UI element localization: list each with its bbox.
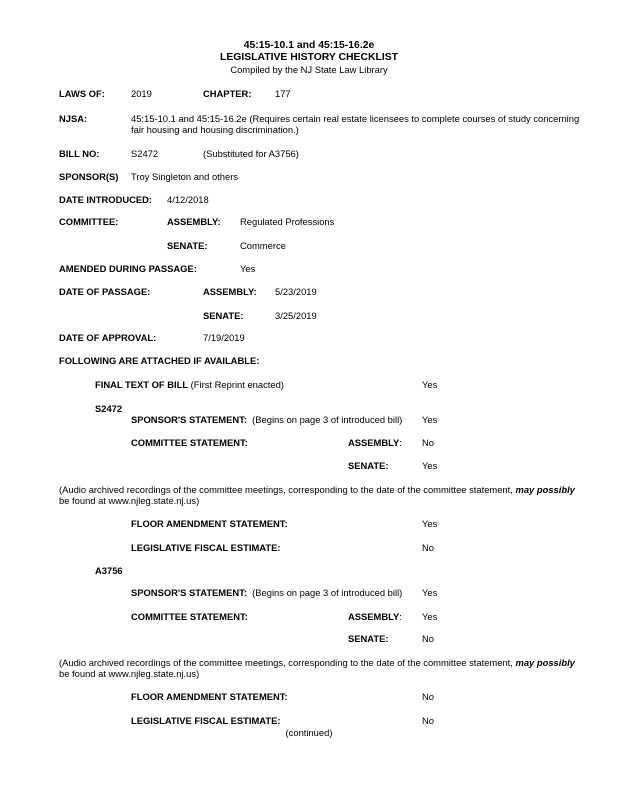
continued-footer: (continued)	[285, 727, 333, 738]
s2472-committee-senate-value: Yes	[422, 460, 438, 471]
committee-senate-value: Commerce	[240, 240, 286, 251]
sponsor-value: Troy Singleton and others	[131, 171, 239, 182]
passage-assembly-date: 5/23/2019	[275, 286, 317, 297]
checklist-heading: LEGISLATIVE HISTORY CHECKLIST	[219, 52, 398, 63]
s2472-floor-value: Yes	[422, 518, 438, 529]
a3756-committee-assembly-colon: :	[399, 611, 402, 622]
bill-no-label: BILL NO:	[59, 148, 100, 159]
a3756-committee-assembly-row	[348, 611, 402, 622]
a3756-heading: A3756	[95, 565, 123, 576]
s2472-heading: S2472	[95, 403, 123, 414]
final-text-label: FINAL TEXT OF BILL	[95, 379, 189, 390]
a3756-sponsor-note: (Begins on page 3 of introduced bill)	[252, 587, 403, 598]
compiled-by: Compiled by the NJ State Law Library	[230, 64, 388, 75]
date-introduced-label: DATE INTRODUCED:	[59, 194, 153, 205]
committee-senate-label: SENATE:	[167, 240, 208, 251]
s2472-sponsor-value: Yes	[422, 414, 438, 425]
final-text-note: (First Reprint enacted)	[190, 379, 284, 390]
final-text-row	[95, 379, 284, 390]
amended-value: Yes	[240, 263, 256, 274]
substituted-note: (Substituted for A3756)	[203, 148, 299, 159]
audio-note-2-emphasis: may possibly	[515, 657, 575, 668]
date-introduced-value: 4/12/2018	[167, 194, 209, 205]
njsa-label: NJSA:	[59, 113, 88, 124]
audio-note-text: (Audio archived recordings of the committee meetings, corresponding to the date of the committee statement,	[59, 484, 516, 495]
a3756-committee-assembly-label: ASSEMBLY	[348, 611, 400, 622]
date-of-passage-label: DATE OF PASSAGE:	[59, 286, 151, 297]
attached-heading: FOLLOWING ARE ATTACHED IF AVAILABLE:	[59, 355, 260, 366]
a3756-committee-assembly-value: Yes	[422, 611, 438, 622]
s2472-sponsor-row	[131, 414, 402, 425]
s2472-committee-senate-label: SENATE:	[348, 460, 389, 471]
page-title: 45:15-10.1 and 45:15-16.2e	[243, 40, 375, 51]
s2472-floor-label: FLOOR AMENDMENT STATEMENT:	[131, 518, 288, 529]
s2472-fiscal-label: LEGISLATIVE FISCAL ESTIMATE:	[131, 542, 281, 553]
audio-note-line-1	[59, 484, 575, 495]
chapter-label: CHAPTER:	[203, 88, 252, 99]
njsa-line-1: 45:15-10.1 and 45:15-16.2e (Requires certain real estate licensees to complete courses of study concerning	[131, 113, 580, 124]
s2472-committee-label: COMMITTEE STATEMENT:	[131, 437, 248, 448]
njsa-line-2: fair housing and housing discrimination.)	[131, 124, 299, 135]
s2472-committee-assembly-row	[348, 437, 402, 448]
s2472-committee-assembly-colon: :	[399, 437, 402, 448]
a3756-fiscal-value: No	[422, 715, 434, 726]
passage-senate-date: 3/25/2019	[275, 310, 317, 321]
passage-senate-label: SENATE:	[203, 310, 244, 321]
a3756-floor-value: No	[422, 691, 434, 702]
s2472-committee-assembly-label: ASSEMBLY	[348, 437, 400, 448]
a3756-sponsor-value: Yes	[422, 587, 438, 598]
a3756-committee-senate-value: No	[422, 633, 434, 644]
committee-label: COMMITTEE:	[59, 216, 119, 227]
committee-assembly-label: ASSEMBLY:	[167, 216, 221, 227]
audio-note-2-line-2: be found at www.njleg.state.nj.us)	[59, 668, 200, 679]
s2472-sponsor-label: SPONSOR'S STATEMENT:	[131, 414, 247, 425]
bill-no-value: S2472	[131, 148, 159, 159]
laws-of-value: 2019	[131, 88, 152, 99]
sponsor-label: SPONSOR(S)	[59, 171, 119, 182]
s2472-committee-assembly-value: No	[422, 437, 434, 448]
a3756-committee-label: COMMITTEE STATEMENT:	[131, 611, 248, 622]
chapter-value: 177	[275, 88, 291, 99]
s2472-fiscal-value: No	[422, 542, 434, 553]
audio-note-line-2: be found at www.njleg.state.nj.us)	[59, 495, 200, 506]
a3756-committee-senate-label: SENATE:	[348, 633, 389, 644]
amended-label: AMENDED DURING PASSAGE:	[59, 263, 197, 274]
laws-of-label: LAWS OF:	[59, 88, 105, 99]
audio-note-emphasis: may possibly	[515, 484, 575, 495]
a3756-floor-label: FLOOR AMENDMENT STATEMENT:	[131, 691, 288, 702]
a3756-sponsor-label: SPONSOR'S STATEMENT:	[131, 587, 247, 598]
s2472-sponsor-note: (Begins on page 3 of introduced bill)	[252, 414, 403, 425]
committee-assembly-value: Regulated Professions	[240, 216, 335, 227]
a3756-sponsor-row	[131, 587, 402, 598]
audio-note-2-text: (Audio archived recordings of the committee meetings, corresponding to the date of the committee statement,	[59, 657, 516, 668]
final-text-value: Yes	[422, 379, 438, 390]
passage-assembly-label: ASSEMBLY:	[203, 286, 257, 297]
date-of-approval-label: DATE OF APPROVAL:	[59, 332, 157, 343]
audio-note-2-line-1	[59, 657, 575, 668]
a3756-fiscal-label: LEGISLATIVE FISCAL ESTIMATE:	[131, 715, 281, 726]
date-of-approval-value: 7/19/2019	[203, 332, 245, 343]
